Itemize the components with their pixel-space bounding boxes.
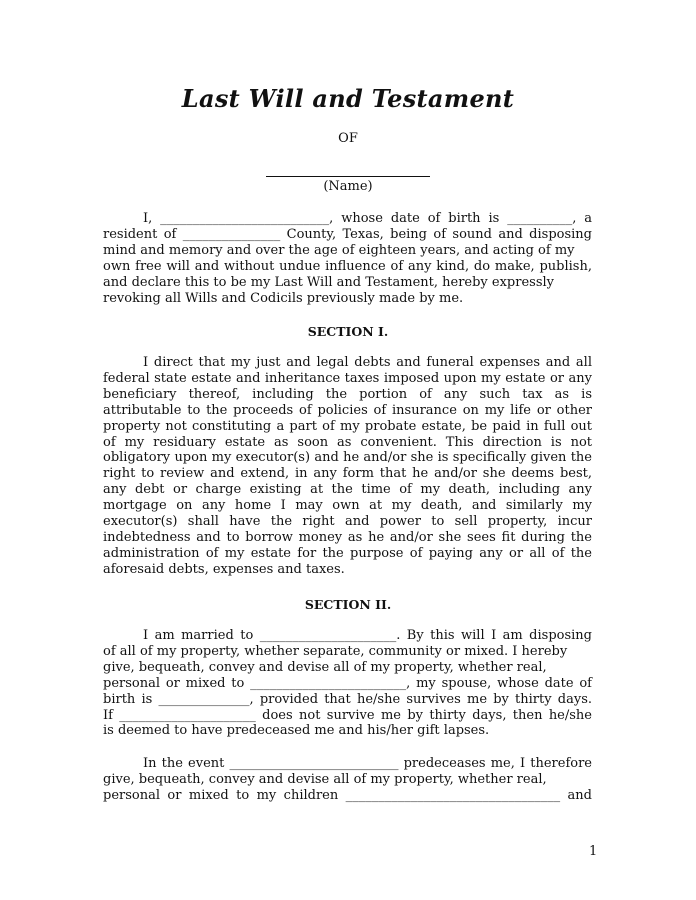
- page-number: 1: [589, 844, 598, 859]
- intro-paragraph: [103, 211, 592, 306]
- section-2-line: give, bequeath, convey and devise all of my property, whether real,: [103, 659, 547, 675]
- section-2-paragraph-1: [103, 628, 592, 739]
- of-label: OF: [338, 131, 358, 146]
- intro-line: resident of _______________ County, Texas, being of sound and disposing: [103, 226, 592, 242]
- intro-line: mind and memory and over the age of eighteen years, and acting of my: [103, 242, 575, 258]
- name-label: (Name): [323, 179, 373, 194]
- section-2-line: personal or mixed to my children _________________________________ and: [103, 787, 592, 803]
- section-1-paragraph: I direct that my just and legal debts and funeral expenses and all federal state estate and inheritance taxes imposed upon my estate or any beneficiary thereof, including the portion of any such tax as is attributable to the proceeds of policies of insurance on my life or other property not constituting a part of my probate estate, be paid in full out of my residuary estate as soon as convenient. This direction is not obligatory upon my executor(s) and he and/or she is specifically given the right to review and extend, in any form that he and/or she deems best, any debt or charge existing at the time of my death, including any mortgage on any home I may own at my death, and similarly my executor(s) shall have the right and power to sell property, incur indebtedness and to borrow money as he and/or she sees fit during the administration of my estate for the purpose of paying any or all of the aforesaid debts, expenses and taxes.: [103, 355, 592, 577]
- section-2-line: In the event __________________________ predeceases me, I therefore: [143, 756, 592, 771]
- name-signature-line: [266, 176, 430, 177]
- section-2-paragraph-2: [103, 756, 592, 804]
- section-2-line: If _____________________ does not survive me by thirty days, then he/she: [103, 707, 592, 723]
- section-2-line: birth is ______________, provided that he/she survives me by thirty days.: [103, 691, 592, 707]
- section-1-heading: SECTION I.: [307, 324, 389, 339]
- intro-line: own free will and without undue influence of any kind, do make, publish,: [103, 258, 592, 274]
- section-2-line: give, bequeath, convey and devise all of my property, whether real,: [103, 771, 547, 787]
- intro-line: and declare this to be my Last Will and Testament, hereby expressly: [103, 274, 554, 290]
- section-2-line: is deemed to have predeceased me and his/her gift lapses.: [103, 723, 490, 739]
- section-2-line: personal or mixed to ________________________, my spouse, whose date of: [103, 675, 592, 691]
- intro-line: revoking all Wills and Codicils previously made by me.: [103, 290, 464, 306]
- section-2-line: of all of my property, whether separate, community or mixed. I hereby: [103, 643, 568, 659]
- section-2-line: I am married to _____________________. By this will I am disposing: [143, 628, 592, 643]
- section-2-heading: SECTION II.: [304, 597, 392, 612]
- intro-line: I, __________________________, whose date of birth is __________, a: [143, 211, 592, 226]
- document-title: Last Will and Testament: [181, 84, 515, 113]
